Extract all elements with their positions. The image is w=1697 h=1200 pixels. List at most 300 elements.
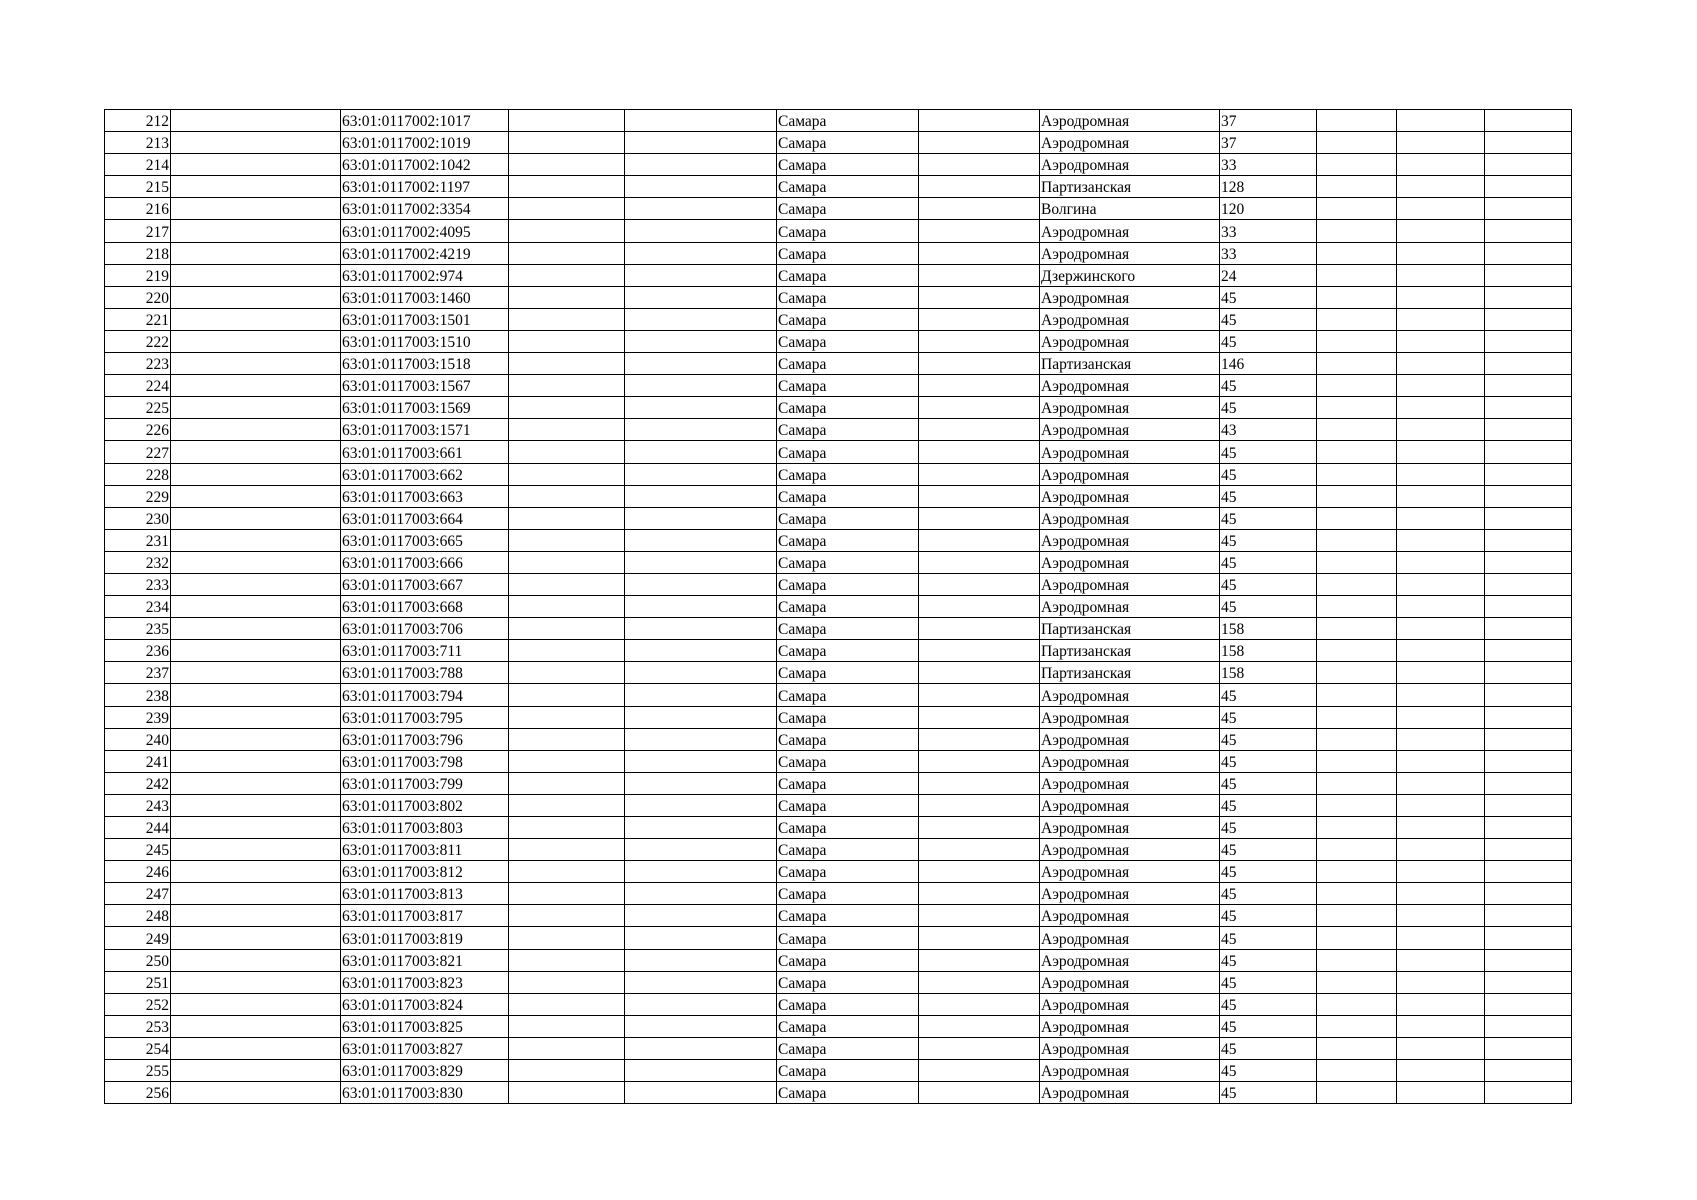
house-number-cell: 37 bbox=[1220, 110, 1317, 132]
empty-cell bbox=[509, 551, 625, 573]
empty-cell bbox=[1485, 728, 1572, 750]
empty-cell bbox=[171, 353, 341, 375]
city-cell: Самара bbox=[777, 220, 919, 242]
cadastral-number-cell: 63:01:0117003:803 bbox=[341, 817, 509, 839]
empty-cell bbox=[919, 176, 1040, 198]
empty-cell bbox=[171, 308, 341, 330]
empty-cell bbox=[171, 551, 341, 573]
row-number-cell: 221 bbox=[105, 308, 171, 330]
table-row bbox=[105, 507, 1572, 529]
house-number-cell: 45 bbox=[1220, 949, 1317, 971]
cadastral-number-cell: 63:01:0117003:1501 bbox=[341, 308, 509, 330]
empty-cell bbox=[509, 817, 625, 839]
street-cell: Аэродромная bbox=[1040, 507, 1220, 529]
table-row bbox=[105, 706, 1572, 728]
empty-cell bbox=[625, 485, 777, 507]
house-number-cell: 45 bbox=[1220, 529, 1317, 551]
city-cell: Самара bbox=[777, 772, 919, 794]
street-cell: Аэродромная bbox=[1040, 397, 1220, 419]
row-number-cell: 228 bbox=[105, 463, 171, 485]
empty-cell bbox=[1397, 397, 1485, 419]
city-cell: Самара bbox=[777, 551, 919, 573]
empty-cell bbox=[919, 949, 1040, 971]
empty-cell bbox=[1317, 330, 1397, 352]
empty-cell bbox=[509, 485, 625, 507]
empty-cell bbox=[625, 242, 777, 264]
table-row bbox=[105, 397, 1572, 419]
cadastral-number-cell: 63:01:0117003:1460 bbox=[341, 286, 509, 308]
street-cell: Аэродромная bbox=[1040, 839, 1220, 861]
empty-cell bbox=[1485, 463, 1572, 485]
cadastral-number-cell: 63:01:0117003:666 bbox=[341, 551, 509, 573]
city-cell: Самара bbox=[777, 397, 919, 419]
cadastral-number-cell: 63:01:0117003:1569 bbox=[341, 397, 509, 419]
street-cell: Аэродромная bbox=[1040, 463, 1220, 485]
city-cell: Самара bbox=[777, 419, 919, 441]
row-number-cell: 224 bbox=[105, 375, 171, 397]
empty-cell bbox=[171, 662, 341, 684]
empty-cell bbox=[1317, 905, 1397, 927]
empty-cell bbox=[919, 772, 1040, 794]
empty-cell bbox=[1485, 353, 1572, 375]
empty-cell bbox=[171, 927, 341, 949]
city-cell: Самара bbox=[777, 662, 919, 684]
house-number-cell: 45 bbox=[1220, 1015, 1317, 1037]
empty-cell bbox=[1397, 772, 1485, 794]
empty-cell bbox=[509, 286, 625, 308]
house-number-cell: 158 bbox=[1220, 618, 1317, 640]
row-number-cell: 223 bbox=[105, 353, 171, 375]
empty-cell bbox=[171, 375, 341, 397]
cadastral-number-cell: 63:01:0117003:788 bbox=[341, 662, 509, 684]
empty-cell bbox=[919, 330, 1040, 352]
empty-cell bbox=[1317, 684, 1397, 706]
empty-cell bbox=[1485, 927, 1572, 949]
empty-cell bbox=[625, 220, 777, 242]
empty-cell bbox=[625, 861, 777, 883]
empty-cell bbox=[919, 419, 1040, 441]
row-number-cell: 242 bbox=[105, 772, 171, 794]
cadastral-number-cell: 63:01:0117003:796 bbox=[341, 728, 509, 750]
empty-cell bbox=[625, 883, 777, 905]
city-cell: Самара bbox=[777, 286, 919, 308]
table-row bbox=[105, 1037, 1572, 1059]
empty-cell bbox=[919, 618, 1040, 640]
row-number-cell: 237 bbox=[105, 662, 171, 684]
street-cell: Аэродромная bbox=[1040, 905, 1220, 927]
empty-cell bbox=[625, 817, 777, 839]
empty-cell bbox=[919, 794, 1040, 816]
city-cell: Самара bbox=[777, 573, 919, 595]
empty-cell bbox=[1397, 485, 1485, 507]
street-cell: Аэродромная bbox=[1040, 132, 1220, 154]
empty-cell bbox=[171, 485, 341, 507]
table-row bbox=[105, 353, 1572, 375]
empty-cell bbox=[509, 839, 625, 861]
table-row bbox=[105, 905, 1572, 927]
empty-cell bbox=[1317, 1060, 1397, 1082]
empty-cell bbox=[1317, 573, 1397, 595]
cadastral-number-cell: 63:01:0117003:824 bbox=[341, 993, 509, 1015]
row-number-cell: 213 bbox=[105, 132, 171, 154]
empty-cell bbox=[1317, 772, 1397, 794]
table-row bbox=[105, 220, 1572, 242]
empty-cell bbox=[919, 662, 1040, 684]
empty-cell bbox=[171, 993, 341, 1015]
empty-cell bbox=[1397, 419, 1485, 441]
house-number-cell: 45 bbox=[1220, 750, 1317, 772]
city-cell: Самара bbox=[777, 971, 919, 993]
empty-cell bbox=[509, 176, 625, 198]
empty-cell bbox=[1397, 375, 1485, 397]
empty-cell bbox=[919, 728, 1040, 750]
empty-cell bbox=[1317, 551, 1397, 573]
empty-cell bbox=[1485, 375, 1572, 397]
empty-cell bbox=[1485, 330, 1572, 352]
row-number-cell: 240 bbox=[105, 728, 171, 750]
street-cell: Аэродромная bbox=[1040, 1060, 1220, 1082]
empty-cell bbox=[919, 220, 1040, 242]
empty-cell bbox=[1397, 640, 1485, 662]
empty-cell bbox=[1485, 1082, 1572, 1104]
empty-cell bbox=[171, 596, 341, 618]
street-cell: Аэродромная bbox=[1040, 330, 1220, 352]
street-cell: Аэродромная bbox=[1040, 375, 1220, 397]
empty-cell bbox=[1317, 640, 1397, 662]
empty-cell bbox=[1485, 750, 1572, 772]
empty-cell bbox=[1317, 927, 1397, 949]
empty-cell bbox=[625, 264, 777, 286]
street-cell: Партизанская bbox=[1040, 640, 1220, 662]
city-cell: Самара bbox=[777, 463, 919, 485]
cadastral-number-cell: 63:01:0117002:1042 bbox=[341, 154, 509, 176]
empty-cell bbox=[1485, 817, 1572, 839]
cadastral-number-cell: 63:01:0117002:1017 bbox=[341, 110, 509, 132]
empty-cell bbox=[171, 949, 341, 971]
empty-cell bbox=[625, 441, 777, 463]
house-number-cell: 45 bbox=[1220, 375, 1317, 397]
empty-cell bbox=[1317, 728, 1397, 750]
table-row bbox=[105, 375, 1572, 397]
street-cell: Аэродромная bbox=[1040, 286, 1220, 308]
row-number-cell: 239 bbox=[105, 706, 171, 728]
empty-cell bbox=[919, 684, 1040, 706]
table-row bbox=[105, 1060, 1572, 1082]
empty-cell bbox=[171, 640, 341, 662]
empty-cell bbox=[1485, 640, 1572, 662]
city-cell: Самара bbox=[777, 949, 919, 971]
cadastral-number-cell: 63:01:0117003:829 bbox=[341, 1060, 509, 1082]
empty-cell bbox=[1317, 220, 1397, 242]
table-row bbox=[105, 441, 1572, 463]
empty-cell bbox=[171, 1060, 341, 1082]
empty-cell bbox=[171, 817, 341, 839]
cadastral-number-cell: 63:01:0117003:1518 bbox=[341, 353, 509, 375]
empty-cell bbox=[509, 375, 625, 397]
cadastral-number-cell: 63:01:0117003:706 bbox=[341, 618, 509, 640]
empty-cell bbox=[171, 905, 341, 927]
table-body bbox=[105, 110, 1572, 1104]
empty-cell bbox=[1485, 1037, 1572, 1059]
empty-cell bbox=[1397, 573, 1485, 595]
empty-cell bbox=[1317, 993, 1397, 1015]
cadastral-number-cell: 63:01:0117002:4095 bbox=[341, 220, 509, 242]
city-cell: Самара bbox=[777, 750, 919, 772]
table-row bbox=[105, 264, 1572, 286]
empty-cell bbox=[509, 728, 625, 750]
empty-cell bbox=[1485, 397, 1572, 419]
empty-cell bbox=[1485, 419, 1572, 441]
house-number-cell: 45 bbox=[1220, 596, 1317, 618]
empty-cell bbox=[171, 507, 341, 529]
empty-cell bbox=[1317, 507, 1397, 529]
empty-cell bbox=[171, 286, 341, 308]
table-row bbox=[105, 640, 1572, 662]
row-number-cell: 234 bbox=[105, 596, 171, 618]
row-number-cell: 252 bbox=[105, 993, 171, 1015]
house-number-cell: 24 bbox=[1220, 264, 1317, 286]
cadastral-number-cell: 63:01:0117003:813 bbox=[341, 883, 509, 905]
row-number-cell: 232 bbox=[105, 551, 171, 573]
empty-cell bbox=[1397, 817, 1485, 839]
empty-cell bbox=[1317, 375, 1397, 397]
row-number-cell: 235 bbox=[105, 618, 171, 640]
table-row bbox=[105, 573, 1572, 595]
empty-cell bbox=[171, 529, 341, 551]
street-cell: Аэродромная bbox=[1040, 993, 1220, 1015]
table-row bbox=[105, 1015, 1572, 1037]
house-number-cell: 45 bbox=[1220, 507, 1317, 529]
empty-cell bbox=[1397, 242, 1485, 264]
empty-cell bbox=[509, 308, 625, 330]
cadastral-number-cell: 63:01:0117003:661 bbox=[341, 441, 509, 463]
empty-cell bbox=[1317, 618, 1397, 640]
street-cell: Аэродромная bbox=[1040, 308, 1220, 330]
cadastral-number-cell: 63:01:0117002:1197 bbox=[341, 176, 509, 198]
cadastral-number-cell: 63:01:0117002:1019 bbox=[341, 132, 509, 154]
house-number-cell: 45 bbox=[1220, 772, 1317, 794]
row-number-cell: 250 bbox=[105, 949, 171, 971]
house-number-cell: 45 bbox=[1220, 573, 1317, 595]
house-number-cell: 45 bbox=[1220, 330, 1317, 352]
empty-cell bbox=[1317, 198, 1397, 220]
cadastral-number-cell: 63:01:0117003:794 bbox=[341, 684, 509, 706]
row-number-cell: 225 bbox=[105, 397, 171, 419]
cadastral-number-cell: 63:01:0117003:821 bbox=[341, 949, 509, 971]
empty-cell bbox=[509, 1015, 625, 1037]
empty-cell bbox=[625, 551, 777, 573]
table-row bbox=[105, 529, 1572, 551]
empty-cell bbox=[509, 220, 625, 242]
street-cell: Аэродромная bbox=[1040, 861, 1220, 883]
cadastral-number-cell: 63:01:0117003:668 bbox=[341, 596, 509, 618]
empty-cell bbox=[919, 706, 1040, 728]
empty-cell bbox=[1397, 794, 1485, 816]
empty-cell bbox=[1317, 463, 1397, 485]
city-cell: Самара bbox=[777, 198, 919, 220]
empty-cell bbox=[919, 971, 1040, 993]
street-cell: Партизанская bbox=[1040, 618, 1220, 640]
city-cell: Самара bbox=[777, 1060, 919, 1082]
cadastral-number-cell: 63:01:0117003:664 bbox=[341, 507, 509, 529]
city-cell: Самара bbox=[777, 375, 919, 397]
empty-cell bbox=[171, 132, 341, 154]
empty-cell bbox=[919, 750, 1040, 772]
empty-cell bbox=[1397, 220, 1485, 242]
street-cell: Аэродромная bbox=[1040, 794, 1220, 816]
cadastral-number-cell: 63:01:0117003:817 bbox=[341, 905, 509, 927]
empty-cell bbox=[919, 1060, 1040, 1082]
row-number-cell: 254 bbox=[105, 1037, 171, 1059]
cadastral-number-cell: 63:01:0117003:830 bbox=[341, 1082, 509, 1104]
table-row bbox=[105, 419, 1572, 441]
empty-cell bbox=[171, 1037, 341, 1059]
house-number-cell: 45 bbox=[1220, 551, 1317, 573]
street-cell: Аэродромная bbox=[1040, 750, 1220, 772]
table-row bbox=[105, 132, 1572, 154]
street-cell: Аэродромная bbox=[1040, 883, 1220, 905]
city-cell: Самара bbox=[777, 529, 919, 551]
empty-cell bbox=[171, 220, 341, 242]
street-cell: Аэродромная bbox=[1040, 684, 1220, 706]
table-row bbox=[105, 463, 1572, 485]
empty-cell bbox=[1485, 132, 1572, 154]
empty-cell bbox=[509, 596, 625, 618]
empty-cell bbox=[625, 375, 777, 397]
empty-cell bbox=[509, 861, 625, 883]
empty-cell bbox=[919, 308, 1040, 330]
row-number-cell: 247 bbox=[105, 883, 171, 905]
table-row bbox=[105, 993, 1572, 1015]
city-cell: Самара bbox=[777, 330, 919, 352]
empty-cell bbox=[509, 441, 625, 463]
empty-cell bbox=[625, 927, 777, 949]
row-number-cell: 249 bbox=[105, 927, 171, 949]
empty-cell bbox=[919, 463, 1040, 485]
city-cell: Самара bbox=[777, 640, 919, 662]
house-number-cell: 45 bbox=[1220, 794, 1317, 816]
city-cell: Самара bbox=[777, 817, 919, 839]
empty-cell bbox=[1317, 286, 1397, 308]
empty-cell bbox=[1485, 861, 1572, 883]
empty-cell bbox=[1397, 286, 1485, 308]
empty-cell bbox=[919, 286, 1040, 308]
cadastral-number-cell: 63:01:0117003:825 bbox=[341, 1015, 509, 1037]
empty-cell bbox=[1485, 883, 1572, 905]
empty-cell bbox=[625, 1015, 777, 1037]
empty-cell bbox=[509, 397, 625, 419]
table-row bbox=[105, 242, 1572, 264]
empty-cell bbox=[625, 308, 777, 330]
empty-cell bbox=[625, 618, 777, 640]
city-cell: Самара bbox=[777, 905, 919, 927]
empty-cell bbox=[919, 883, 1040, 905]
row-number-cell: 219 bbox=[105, 264, 171, 286]
cadastral-number-cell: 63:01:0117003:663 bbox=[341, 485, 509, 507]
row-number-cell: 218 bbox=[105, 242, 171, 264]
row-number-cell: 256 bbox=[105, 1082, 171, 1104]
empty-cell bbox=[171, 242, 341, 264]
empty-cell bbox=[509, 1082, 625, 1104]
empty-cell bbox=[171, 154, 341, 176]
empty-cell bbox=[1317, 242, 1397, 264]
house-number-cell: 45 bbox=[1220, 817, 1317, 839]
empty-cell bbox=[625, 573, 777, 595]
city-cell: Самара bbox=[777, 176, 919, 198]
empty-cell bbox=[1397, 154, 1485, 176]
empty-cell bbox=[1397, 927, 1485, 949]
empty-cell bbox=[1485, 110, 1572, 132]
city-cell: Самара bbox=[777, 927, 919, 949]
empty-cell bbox=[171, 1082, 341, 1104]
street-cell: Аэродромная bbox=[1040, 596, 1220, 618]
empty-cell bbox=[1397, 1082, 1485, 1104]
empty-cell bbox=[1485, 971, 1572, 993]
table-row bbox=[105, 198, 1572, 220]
empty-cell bbox=[1317, 441, 1397, 463]
city-cell: Самара bbox=[777, 132, 919, 154]
empty-cell bbox=[171, 772, 341, 794]
house-number-cell: 45 bbox=[1220, 1060, 1317, 1082]
row-number-cell: 253 bbox=[105, 1015, 171, 1037]
empty-cell bbox=[1397, 750, 1485, 772]
city-cell: Самара bbox=[777, 308, 919, 330]
empty-cell bbox=[1485, 993, 1572, 1015]
empty-cell bbox=[1397, 949, 1485, 971]
empty-cell bbox=[1317, 706, 1397, 728]
empty-cell bbox=[509, 198, 625, 220]
empty-cell bbox=[171, 198, 341, 220]
empty-cell bbox=[1317, 308, 1397, 330]
house-number-cell: 45 bbox=[1220, 839, 1317, 861]
house-number-cell: 45 bbox=[1220, 905, 1317, 927]
empty-cell bbox=[919, 529, 1040, 551]
house-number-cell: 45 bbox=[1220, 397, 1317, 419]
empty-cell bbox=[919, 1082, 1040, 1104]
empty-cell bbox=[1485, 618, 1572, 640]
empty-cell bbox=[1397, 839, 1485, 861]
empty-cell bbox=[625, 706, 777, 728]
cadastral-number-cell: 63:01:0117003:665 bbox=[341, 529, 509, 551]
row-number-cell: 227 bbox=[105, 441, 171, 463]
cadastral-number-cell: 63:01:0117003:795 bbox=[341, 706, 509, 728]
empty-cell bbox=[171, 330, 341, 352]
empty-cell bbox=[1317, 596, 1397, 618]
table-row bbox=[105, 927, 1572, 949]
empty-cell bbox=[919, 817, 1040, 839]
city-cell: Самара bbox=[777, 507, 919, 529]
cadastral-number-cell: 63:01:0117003:1510 bbox=[341, 330, 509, 352]
empty-cell bbox=[625, 330, 777, 352]
empty-cell bbox=[625, 949, 777, 971]
empty-cell bbox=[1317, 132, 1397, 154]
empty-cell bbox=[1485, 551, 1572, 573]
row-number-cell: 245 bbox=[105, 839, 171, 861]
city-cell: Самара bbox=[777, 883, 919, 905]
empty-cell bbox=[1485, 573, 1572, 595]
street-cell: Аэродромная bbox=[1040, 485, 1220, 507]
empty-cell bbox=[1317, 861, 1397, 883]
empty-cell bbox=[625, 110, 777, 132]
empty-cell bbox=[171, 883, 341, 905]
empty-cell bbox=[919, 110, 1040, 132]
house-number-cell: 120 bbox=[1220, 198, 1317, 220]
empty-cell bbox=[509, 618, 625, 640]
empty-cell bbox=[509, 573, 625, 595]
empty-cell bbox=[509, 132, 625, 154]
empty-cell bbox=[1317, 750, 1397, 772]
cadastral-number-cell: 63:01:0117003:811 bbox=[341, 839, 509, 861]
